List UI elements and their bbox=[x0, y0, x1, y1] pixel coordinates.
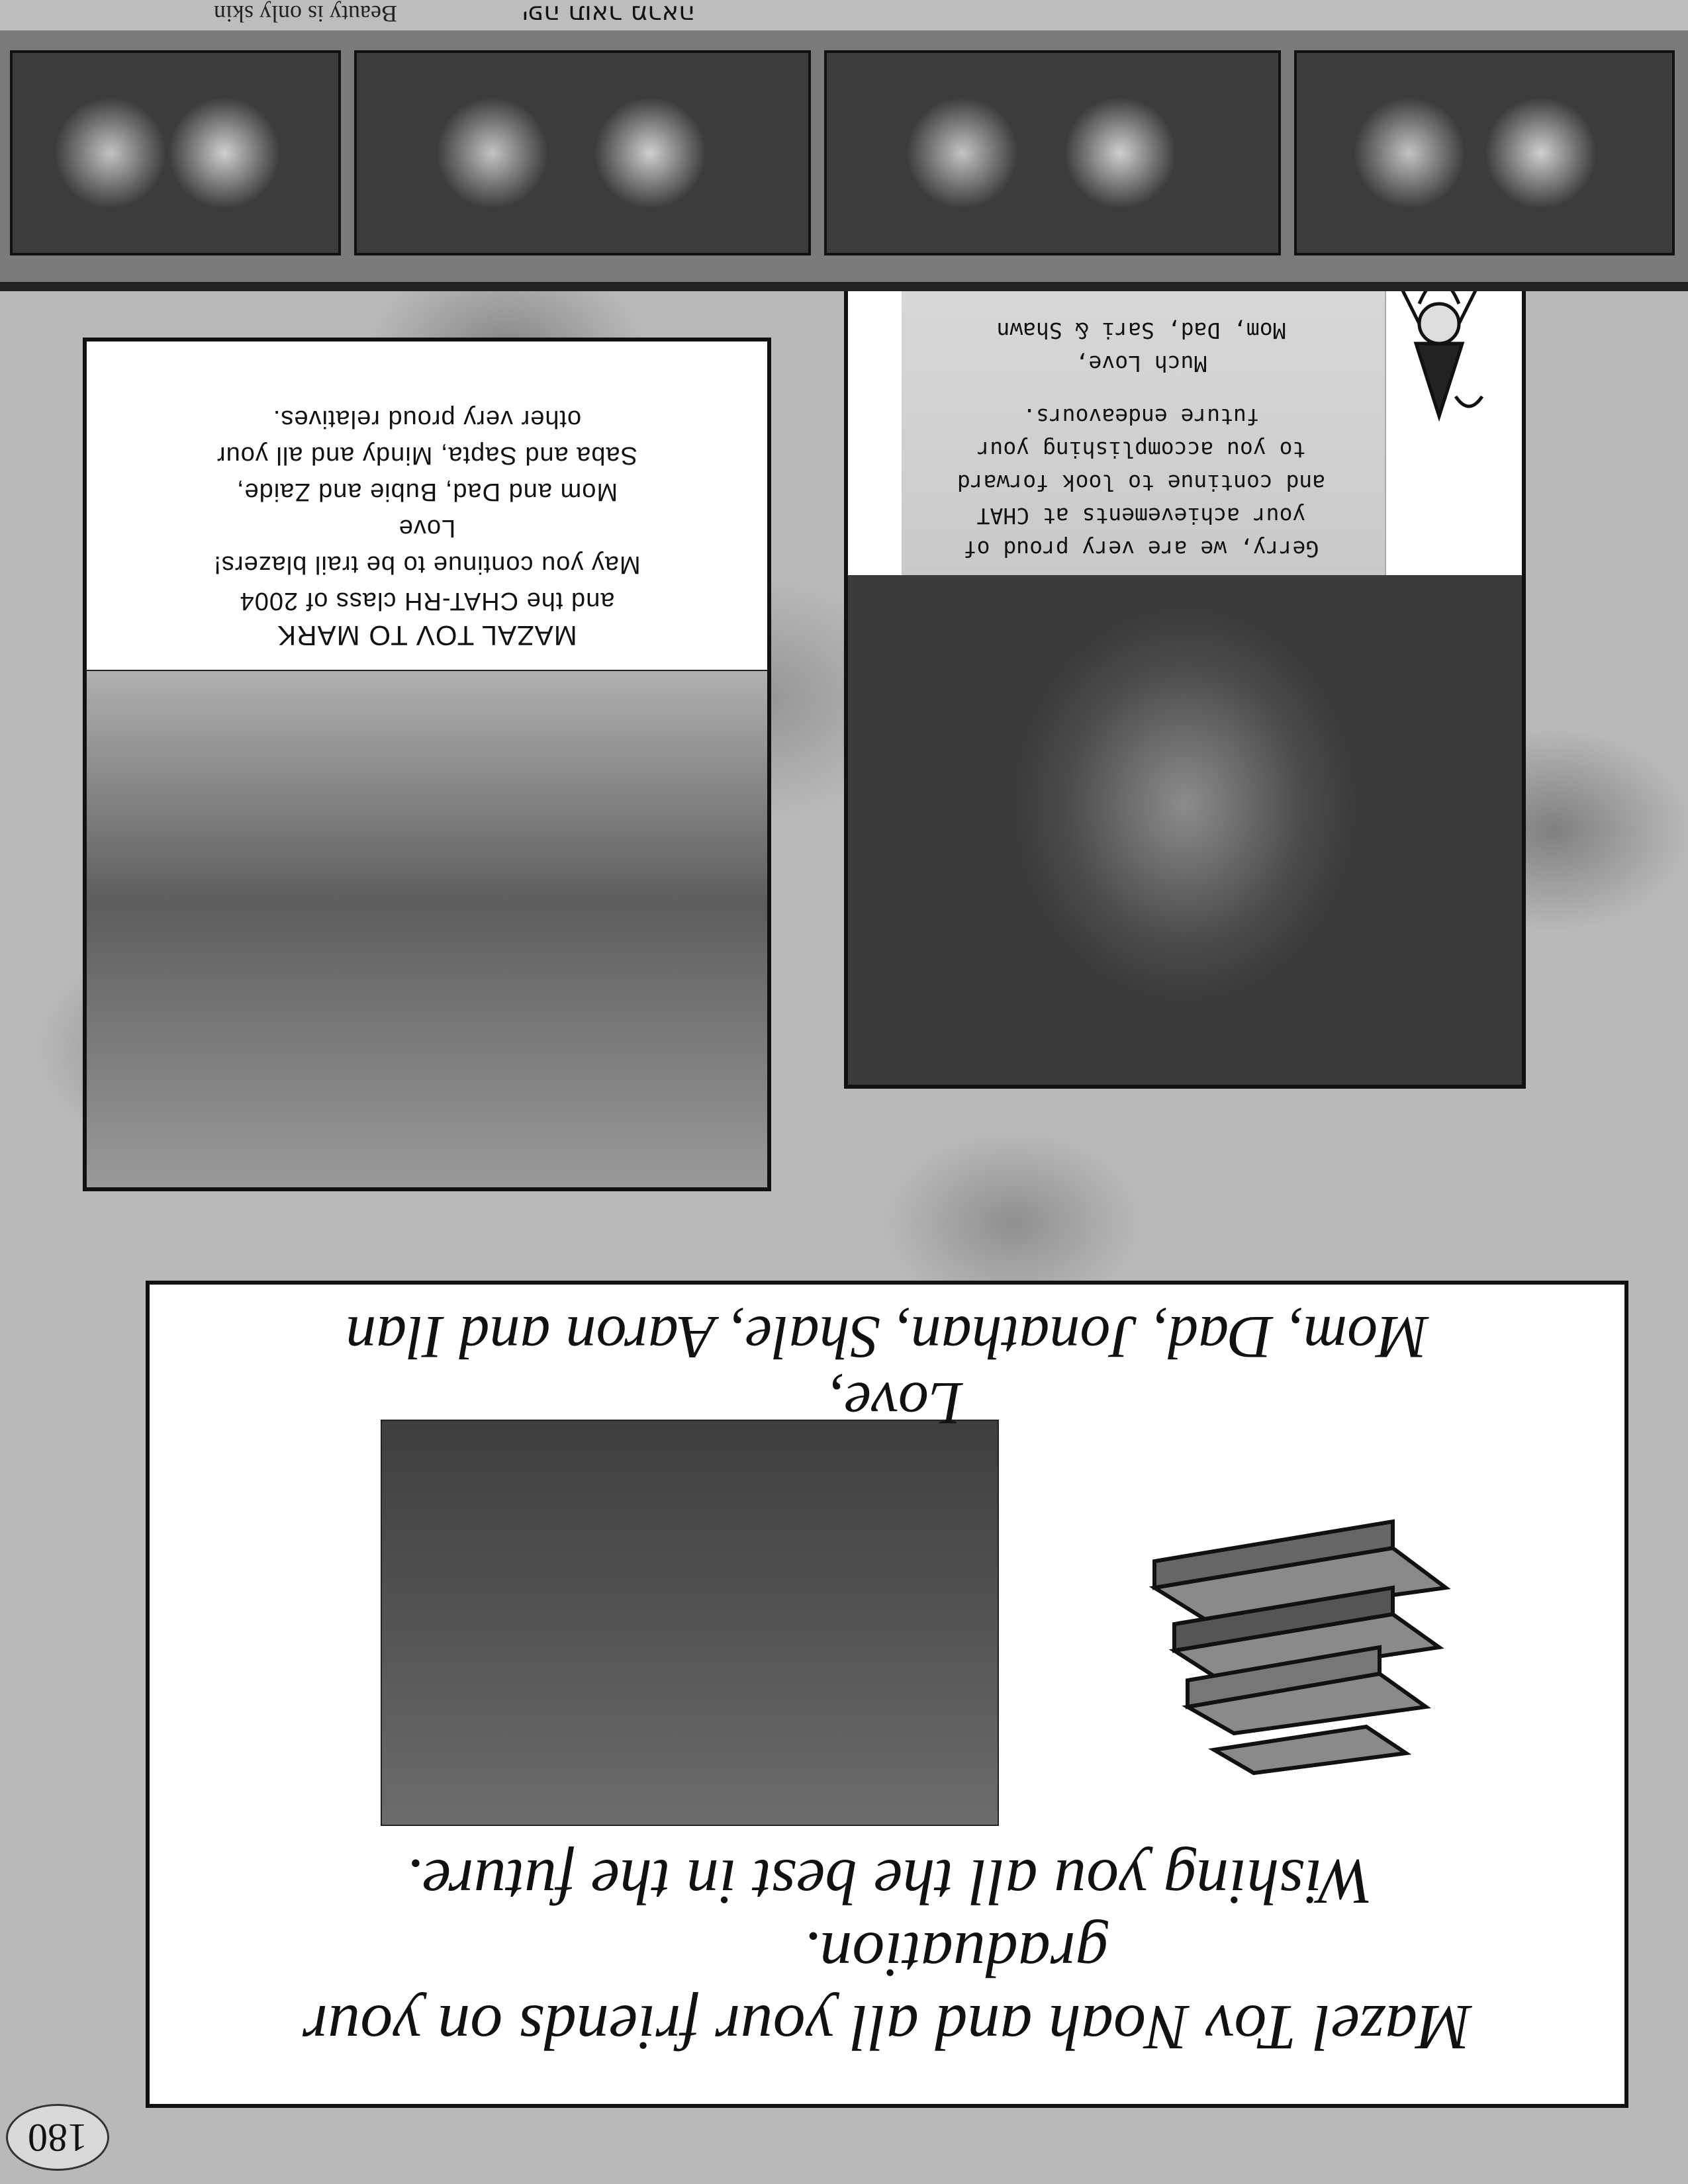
mark-line: Love bbox=[398, 514, 456, 542]
books-icon bbox=[1115, 1508, 1485, 1786]
gerry-line: and continue to look forward bbox=[957, 470, 1326, 496]
noah-line-1: Mazel Tov Noah and all your friends on your bbox=[303, 1991, 1472, 2063]
strip-photo bbox=[10, 50, 341, 255]
strip-divider bbox=[0, 282, 1688, 291]
strip-photo bbox=[1294, 50, 1675, 255]
noah-line-3: Wishing you all the best in the future. bbox=[406, 1846, 1373, 1917]
mark-line: other very proud relatives. bbox=[272, 405, 582, 433]
mark-ad bbox=[83, 338, 771, 1191]
mark-line: and the CHAT-RH class of 2004 bbox=[239, 587, 615, 615]
mark-line: MAZAL TOV TO MARK bbox=[277, 620, 577, 651]
mark-line: Saba and Sapta, Mindy and all your bbox=[216, 441, 638, 469]
strip-photo bbox=[824, 50, 1281, 255]
gerry-line: Much Love, bbox=[1075, 351, 1207, 377]
noah-names: Mom, Dad, Jonathan, Shale, Aaron and Ilan bbox=[346, 1304, 1429, 1371]
gerry-line: future endeavours. bbox=[1023, 404, 1260, 430]
gerry-ad bbox=[844, 199, 1526, 1089]
noah-line-2: graduation. bbox=[803, 1919, 1108, 1990]
gerry-line: Gerry, we are very proud of bbox=[963, 536, 1319, 562]
gerry-line: to you accomplishing your bbox=[976, 437, 1306, 463]
gerry-photo bbox=[848, 575, 1522, 1085]
strip-photo bbox=[354, 50, 811, 255]
noah-photo bbox=[381, 1420, 999, 1826]
footer-caption: Beauty is only skin bbox=[214, 1, 397, 27]
mark-photo bbox=[87, 670, 767, 1187]
page-number: 180 bbox=[6, 2104, 109, 2171]
mark-line: May you continue to be trail blazers! bbox=[213, 551, 641, 578]
gerry-line: your achievements at CHAT bbox=[976, 503, 1306, 529]
mark-line: Mom and Dad, Bubie and Zaide, bbox=[236, 478, 618, 506]
gerry-line: Mom, Dad, Sari & Shawn bbox=[996, 318, 1286, 343]
photo-strip bbox=[0, 30, 1688, 282]
noah-love: Love, bbox=[829, 1370, 962, 1437]
hebrew-caption: יפה תואר מראה bbox=[522, 0, 695, 29]
noah-ad bbox=[146, 1281, 1628, 2108]
